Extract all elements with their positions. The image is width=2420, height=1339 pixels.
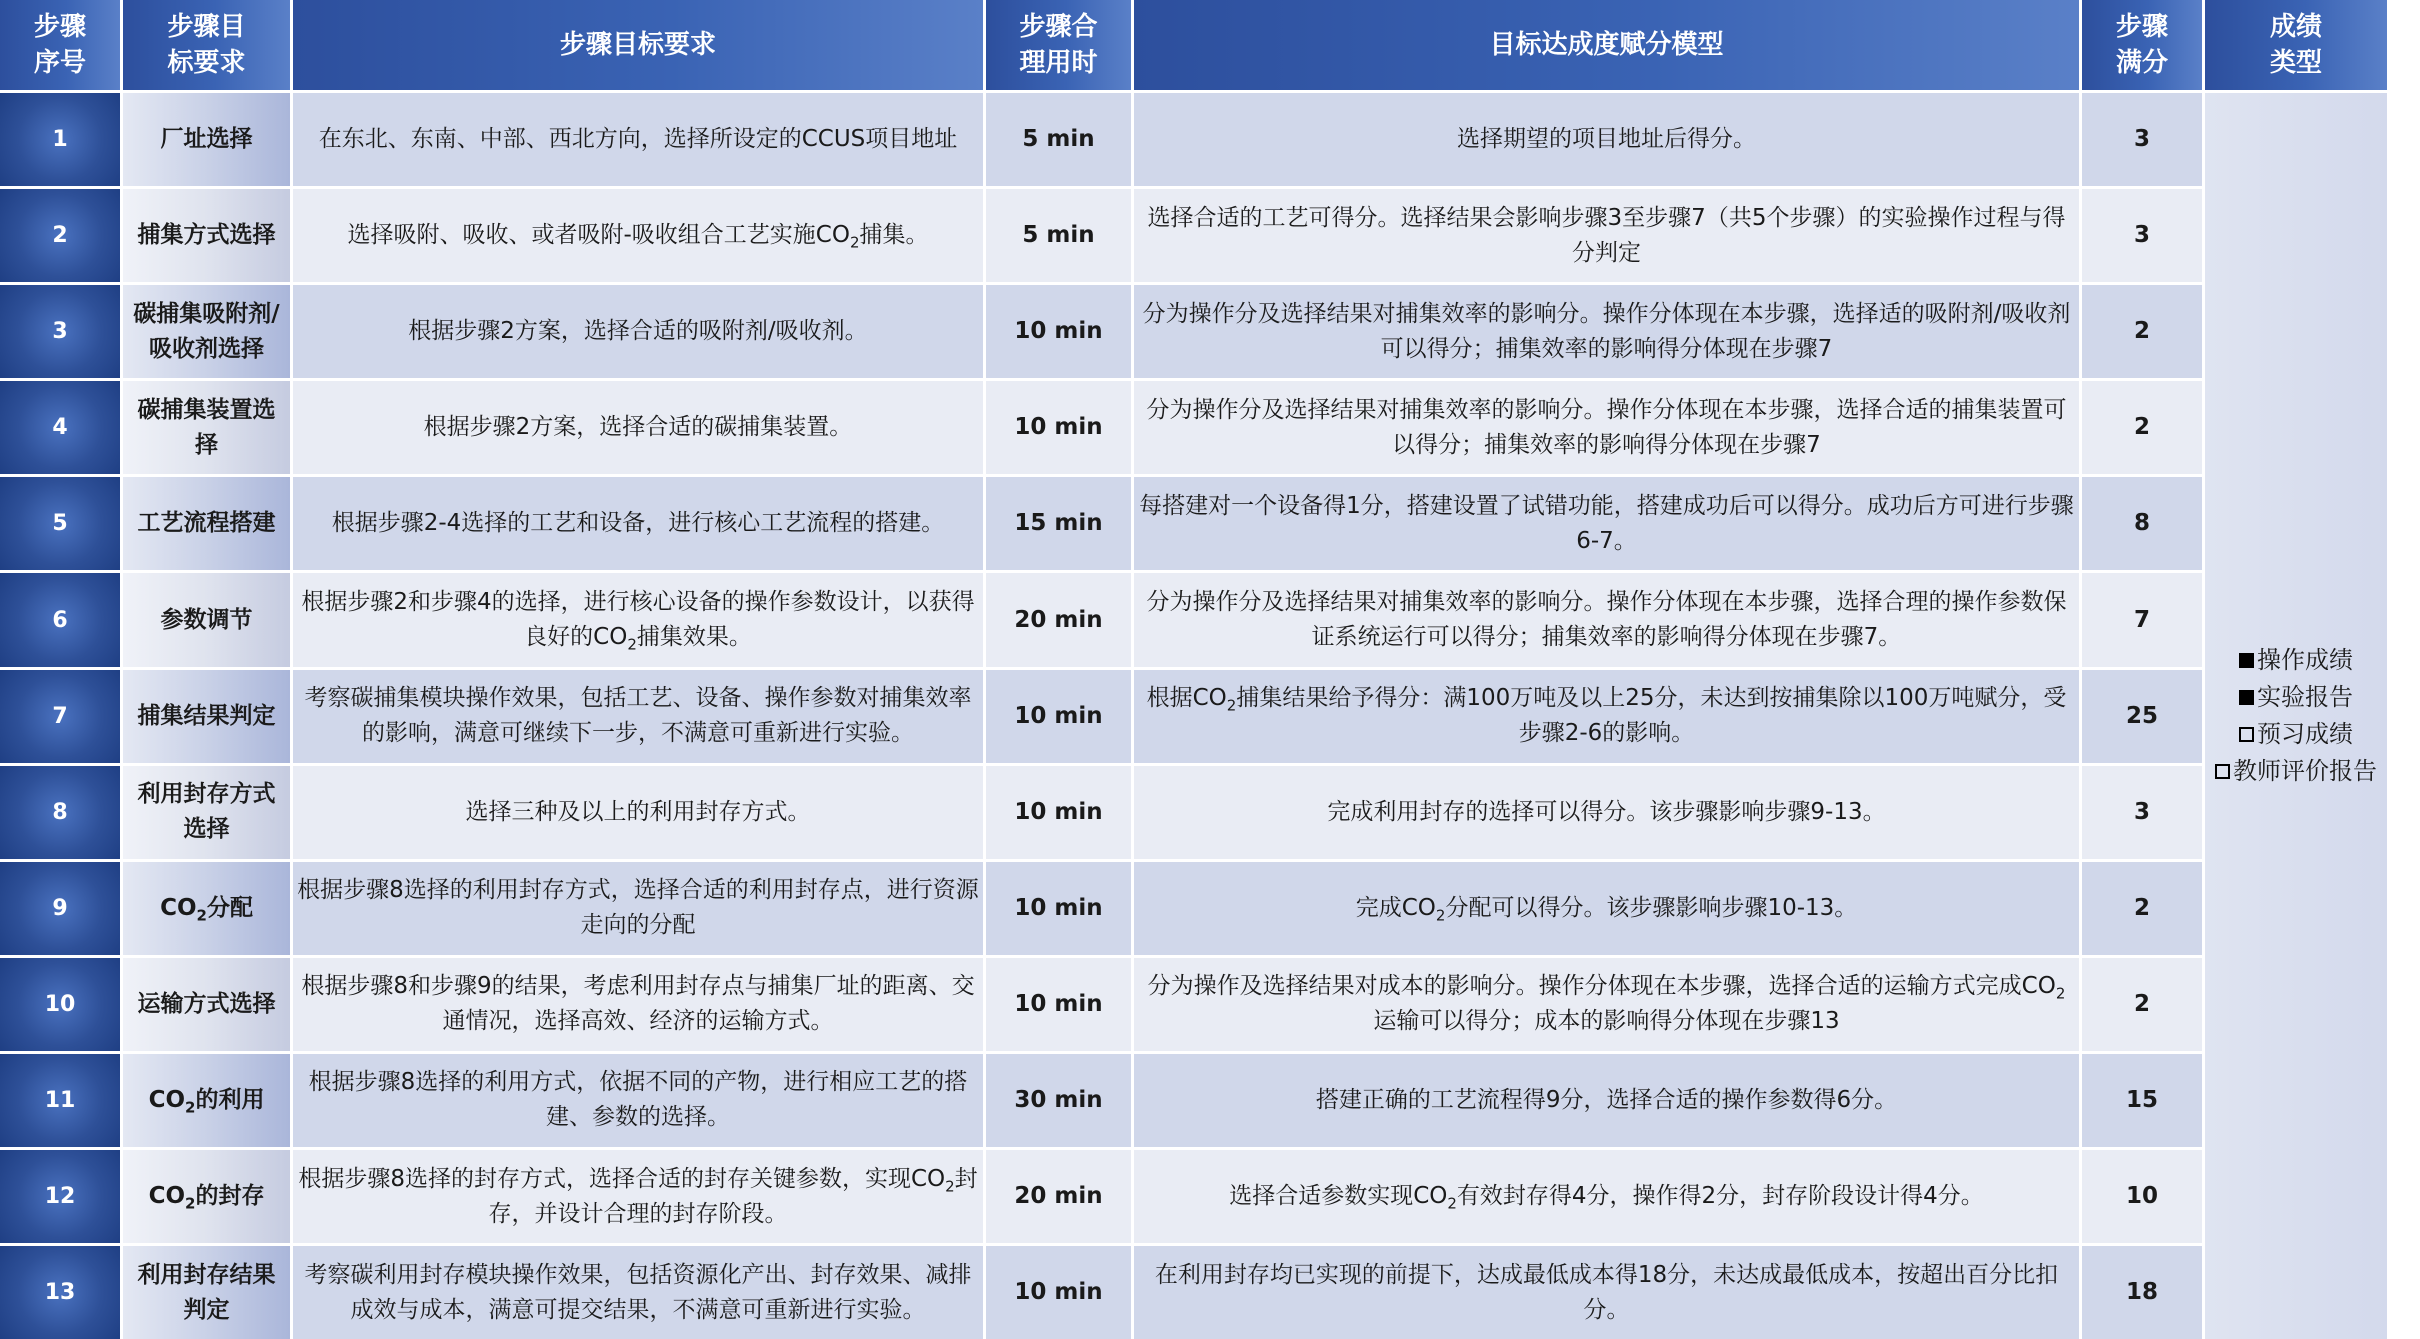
text-segment: 根据步骤2方案，选择合适的碳捕集装置。 (423, 414, 853, 441)
text-segment: 分配 (206, 894, 253, 921)
step-time: 10 min (986, 670, 1131, 763)
step-number: 5 (0, 477, 120, 570)
text-segment: 选择三种及以上的利用封存方式。 (465, 798, 811, 825)
step-name (123, 381, 290, 474)
text-segment: 根据步骤8和步骤9的结果，考虑利用封存点与捕集厂址的距离、交通情况，选择高效、经济的运输方式。 (301, 973, 975, 1035)
step-number: 2 (0, 189, 120, 282)
subscript: 2 (1447, 1194, 1457, 1213)
text-segment: 运输方式选择 (137, 990, 276, 1017)
text-segment: 根据步骤2方案，选择合适的吸附剂/吸收剂。 (408, 318, 868, 345)
text-segment: 分为操作分及选择结果对捕集效率的影响分。操作分体现在本步骤，选择合理的操作参数保证系统运行可以得分；捕集效率的影响得分体现在步骤7。 (1146, 589, 2067, 651)
step-name (123, 670, 290, 763)
scoring-rule (1134, 958, 2079, 1051)
text-segment: 选择合适参数实现CO (1229, 1183, 1448, 1210)
text-segment: 分为操作分及选择结果对捕集效率的影响分。操作分体现在本步骤，选择适的吸附剂/吸收剂可以得分；捕集效率的影响得分体现在步骤7 (1142, 300, 2071, 362)
step-name (123, 285, 290, 378)
text-segment: 捕集结果判定 (137, 702, 276, 729)
subscript: 2 (185, 1194, 196, 1213)
header-full-score: 步骤 满分 (2082, 0, 2202, 90)
step-name (123, 93, 290, 186)
text-segment: 在利用封存均已实现的前提下，达成最低成本得18分，未达成最低成本，按超出百分比扣分。 (1154, 1261, 2059, 1323)
step-name (123, 766, 290, 859)
grade-type-item (2239, 642, 2353, 679)
text-segment: 运输可以得分；成本的影响得分体现在步骤13 (1373, 1008, 1840, 1035)
full-score: 8 (2082, 477, 2202, 570)
step-name (123, 958, 290, 1051)
scoring-rule (1134, 1246, 2079, 1339)
step-number: 11 (0, 1054, 120, 1147)
scoring-rule (1134, 189, 2079, 282)
header-requirement: 步骤目标要求 (293, 0, 983, 90)
text-segment: 捕集方式选择 (137, 222, 276, 249)
step-time: 10 min (986, 958, 1131, 1051)
text-segment: 考察碳利用封存模块操作效果，包括资源化产出、封存效果、减排成效与成本，满意可提交结果，不满意可重新进行实验。 (304, 1261, 972, 1323)
text-segment: 的利用 (195, 1086, 265, 1113)
step-time: 20 min (986, 1150, 1131, 1243)
checked-square-icon (2239, 653, 2254, 668)
scoring-rule (1134, 381, 2079, 474)
full-score: 7 (2082, 573, 2202, 666)
step-requirement (293, 1054, 983, 1147)
full-score: 2 (2082, 285, 2202, 378)
step-time: 20 min (986, 573, 1131, 666)
scoring-rule (1134, 862, 2079, 955)
step-requirement (293, 93, 983, 186)
step-number: 9 (0, 862, 120, 955)
text-segment: 分配可以得分。该步骤影响步骤10-13。 (1445, 894, 1858, 921)
text-segment: 根据步骤8选择的利用封存方式，选择合适的利用封存点，进行资源走向的分配 (297, 877, 979, 939)
full-score: 2 (2082, 958, 2202, 1051)
scoring-rule (1134, 766, 2079, 859)
text-segment: 选择期望的项目地址后得分。 (1457, 126, 1756, 153)
text-segment: CO (148, 1086, 185, 1113)
text-segment: 捕集结果给予得分：满100万吨及以上25分，未达到按捕集除以100万吨赋分，受步骤2-6的影响。 (1236, 685, 2067, 747)
grade-type-item (2215, 753, 2377, 790)
grade-type-item (2239, 679, 2353, 716)
scoring-rule (1134, 1150, 2079, 1243)
header-scoring-model: 目标达成度赋分模型 (1134, 0, 2079, 90)
full-score: 2 (2082, 381, 2202, 474)
header-step-no: 步骤 序号 (0, 0, 120, 90)
step-requirement (293, 670, 983, 763)
step-number: 1 (0, 93, 120, 186)
grade-type-cell (2205, 93, 2387, 1339)
text-segment: 根据步骤8选择的封存方式，选择合适的封存关键参数，实现CO (298, 1165, 946, 1192)
text-segment: 厂址选择 (160, 126, 253, 153)
text-segment: 碳捕集吸附剂/吸收剂选择 (133, 300, 280, 362)
step-number: 3 (0, 285, 120, 378)
text-segment: 工艺流程搭建 (137, 510, 276, 537)
scoring-rule (1134, 1054, 2079, 1147)
full-score: 2 (2082, 862, 2202, 955)
step-time: 10 min (986, 285, 1131, 378)
step-name (123, 1054, 290, 1147)
full-score: 3 (2082, 93, 2202, 186)
scoring-rule (1134, 93, 2079, 186)
text-segment: 参数调节 (160, 606, 253, 633)
text-segment: 有效封存得4分，操作得2分，封存阶段设计得4分。 (1456, 1183, 1984, 1210)
full-score: 3 (2082, 766, 2202, 859)
text-segment: 搭建正确的工艺流程得9分，选择合适的操作参数得6分。 (1315, 1086, 1898, 1113)
step-requirement (293, 766, 983, 859)
step-time: 5 min (986, 93, 1131, 186)
step-requirement (293, 958, 983, 1051)
text-segment: 的封存 (195, 1183, 265, 1210)
empty-square-icon (2215, 764, 2230, 779)
step-requirement (293, 862, 983, 955)
step-time: 15 min (986, 477, 1131, 570)
step-number: 6 (0, 573, 120, 666)
grade-type-label: 预习成绩 (2257, 720, 2353, 749)
step-name (123, 189, 290, 282)
grade-type-item (2239, 716, 2353, 753)
step-requirement (293, 285, 983, 378)
empty-square-icon (2239, 727, 2254, 742)
scoring-rule (1134, 670, 2079, 763)
text-segment: 完成利用封存的选择可以得分。该步骤影响步骤9-13。 (1327, 798, 1886, 825)
text-segment: CO (160, 894, 197, 921)
grade-type-label: 操作成绩 (2257, 646, 2353, 675)
full-score: 25 (2082, 670, 2202, 763)
subscript: 2 (196, 906, 207, 925)
text-segment: 分为操作分及选择结果对捕集效率的影响分。操作分体现在本步骤，选择合适的捕集装置可以得分；捕集效率的影响得分体现在步骤7 (1146, 396, 2067, 458)
subscript: 2 (2055, 984, 2066, 1003)
step-requirement (293, 1246, 983, 1339)
scoring-rule (1134, 573, 2079, 666)
grade-type-label: 教师评价报告 (2233, 757, 2377, 786)
header-grade-type: 成绩 类型 (2205, 0, 2387, 90)
scoring-rule (1134, 285, 2079, 378)
text-segment: 根据步骤2和步骤4的选择，进行核心设备的操作参数设计，以获得良好的CO (301, 589, 975, 651)
text-segment: 根据CO (1146, 685, 1227, 712)
step-name (123, 477, 290, 570)
text-segment: 考察碳捕集模块操作效果，包括工艺、设备、操作参数对捕集效率的影响，满意可继续下一步，不满意可重新进行实验。 (304, 685, 972, 747)
step-number: 7 (0, 670, 120, 763)
step-number: 13 (0, 1246, 120, 1339)
step-requirement (293, 573, 983, 666)
text-segment: 捕集。 (859, 222, 929, 249)
subscript: 2 (627, 635, 637, 654)
full-score: 18 (2082, 1246, 2202, 1339)
text-segment: 根据步骤2-4选择的工艺和设备，进行核心工艺流程的搭建。 (331, 510, 945, 537)
full-score: 15 (2082, 1054, 2202, 1147)
step-number: 12 (0, 1150, 120, 1243)
text-segment: 每搭建对一个设备得1分，搭建设置了试错功能，搭建成功后可以得分。成功后方可进行步骤6-7。 (1139, 492, 2074, 554)
subscript: 2 (185, 1098, 196, 1117)
step-number: 8 (0, 766, 120, 859)
header-time: 步骤合 理用时 (986, 0, 1131, 90)
step-name (123, 1150, 290, 1243)
step-time: 30 min (986, 1054, 1131, 1147)
grade-type-label: 实验报告 (2257, 683, 2353, 712)
subscript: 2 (945, 1177, 955, 1196)
step-requirement (293, 1150, 983, 1243)
step-number: 4 (0, 381, 120, 474)
text-segment: 捕集效果。 (636, 624, 752, 651)
step-requirement (293, 477, 983, 570)
text-segment: 完成CO (1355, 894, 1436, 921)
scoring-rule (1134, 477, 2079, 570)
step-name (123, 1246, 290, 1339)
step-number: 10 (0, 958, 120, 1051)
text-segment: 在东北、东南、中部、西北方向，选择所设定的CCUS项目地址 (318, 126, 958, 153)
text-segment: 选择合适的工艺可得分。选择结果会影响步骤3至步骤7（共5个步骤）的实验操作过程与得分判定 (1147, 204, 2066, 266)
subscript: 2 (849, 233, 860, 252)
checked-square-icon (2239, 690, 2254, 705)
step-requirement (293, 381, 983, 474)
text-segment: CO (148, 1183, 185, 1210)
header-step-goal: 步骤目 标要求 (123, 0, 290, 90)
subscript: 2 (1435, 906, 1446, 925)
text-segment: 分为操作及选择结果对成本的影响分。操作分体现在本步骤，选择合适的运输方式完成CO (1147, 973, 2056, 1000)
text-segment: 碳捕集装置选择 (137, 396, 276, 458)
step-time: 5 min (986, 189, 1131, 282)
step-name (123, 573, 290, 666)
step-name (123, 862, 290, 955)
subscript: 2 (1226, 696, 1237, 715)
text-segment: 利用封存结果判定 (137, 1261, 276, 1323)
step-time: 10 min (986, 1246, 1131, 1339)
text-segment: 根据步骤8选择的利用方式，依据不同的产物，进行相应工艺的搭建、参数的选择。 (308, 1069, 968, 1131)
step-time: 10 min (986, 381, 1131, 474)
step-time: 10 min (986, 862, 1131, 955)
text-segment: 利用封存方式选择 (137, 781, 276, 843)
step-requirement (293, 189, 983, 282)
step-time: 10 min (986, 766, 1131, 859)
full-score: 10 (2082, 1150, 2202, 1243)
full-score: 3 (2082, 189, 2202, 282)
text-segment: 封存，并设计合理的封存阶段。 (488, 1165, 978, 1227)
text-segment: 选择吸附、吸收、或者吸附-吸收组合工艺实施CO (347, 222, 850, 249)
